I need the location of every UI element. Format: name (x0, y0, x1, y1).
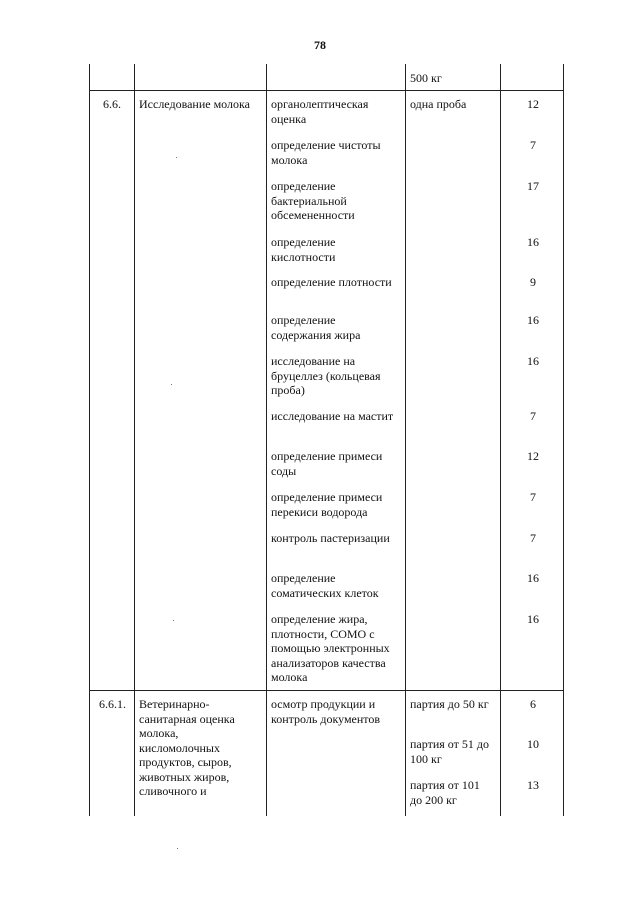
service-price: 9 (530, 275, 536, 289)
section-qty: одна проба (410, 97, 467, 111)
service-label: определение чистоты молока (271, 138, 381, 167)
service-price: 12 (527, 449, 539, 463)
service-label: контроль пастеризации (271, 531, 390, 545)
tier-qty: партия от 101 до 200 кг (410, 778, 480, 807)
table-border-right (563, 64, 564, 816)
service-label: определение примеси соды (271, 449, 383, 478)
service-label: осмотр продукции и контроль документов (271, 697, 381, 726)
service-price: 7 (530, 138, 536, 152)
tier-price: 6 (530, 697, 536, 711)
service-price: 7 (530, 409, 536, 423)
service-label: определение содержания жира (271, 313, 361, 342)
tier-qty: партия до 50 кг (410, 697, 489, 711)
section-name: Исследование молока (139, 97, 250, 111)
top-row-qty: 500 кг (410, 71, 442, 85)
service-label: определение примеси перекиси водорода (271, 490, 383, 519)
service-label: определение плотности (271, 275, 392, 289)
service-price: 12 (527, 97, 539, 111)
service-label: определение бактериальной обсемененности (271, 179, 355, 222)
column-divider (405, 64, 406, 816)
column-divider (266, 64, 267, 816)
service-price: 16 (527, 235, 539, 249)
page-number: 78 (314, 38, 326, 52)
service-price: 16 (527, 571, 539, 585)
service-price: 16 (527, 354, 539, 368)
section-code: 6.6.1. (99, 697, 126, 711)
table-border-left (89, 64, 90, 816)
tier-price: 13 (527, 778, 539, 792)
service-label: определение кислотности (271, 235, 336, 264)
service-label: исследование на мастит (271, 409, 394, 423)
service-price: 16 (527, 313, 539, 327)
service-label: определение жира, плотности, СОМО с помощью электронных анализаторов качества молока (271, 612, 390, 684)
service-label: исследование на бруцеллез (кольцевая проба) (271, 354, 381, 397)
tier-qty: партия от 51 до 100 кг (410, 737, 489, 766)
service-price: 7 (530, 531, 536, 545)
service-price: 16 (527, 612, 539, 626)
scan-speck (171, 384, 172, 385)
row-divider (89, 690, 564, 691)
column-divider (134, 64, 135, 816)
service-price: 7 (530, 490, 536, 504)
column-divider (500, 64, 501, 816)
section-name: Ветеринарно- санитарная оценка молока, кисломолочных продуктов, сыров, животных жиров, сливочного и (139, 697, 235, 798)
service-label: определение соматических клеток (271, 571, 379, 600)
scan-speck (176, 157, 177, 158)
service-label: органолептическая оценка (271, 97, 369, 126)
scan-speck (173, 620, 174, 621)
row-divider (89, 90, 564, 91)
section-code: 6.6. (103, 97, 121, 111)
service-price: 17 (527, 179, 539, 193)
scan-speck (177, 848, 178, 849)
tier-price: 10 (527, 737, 539, 751)
